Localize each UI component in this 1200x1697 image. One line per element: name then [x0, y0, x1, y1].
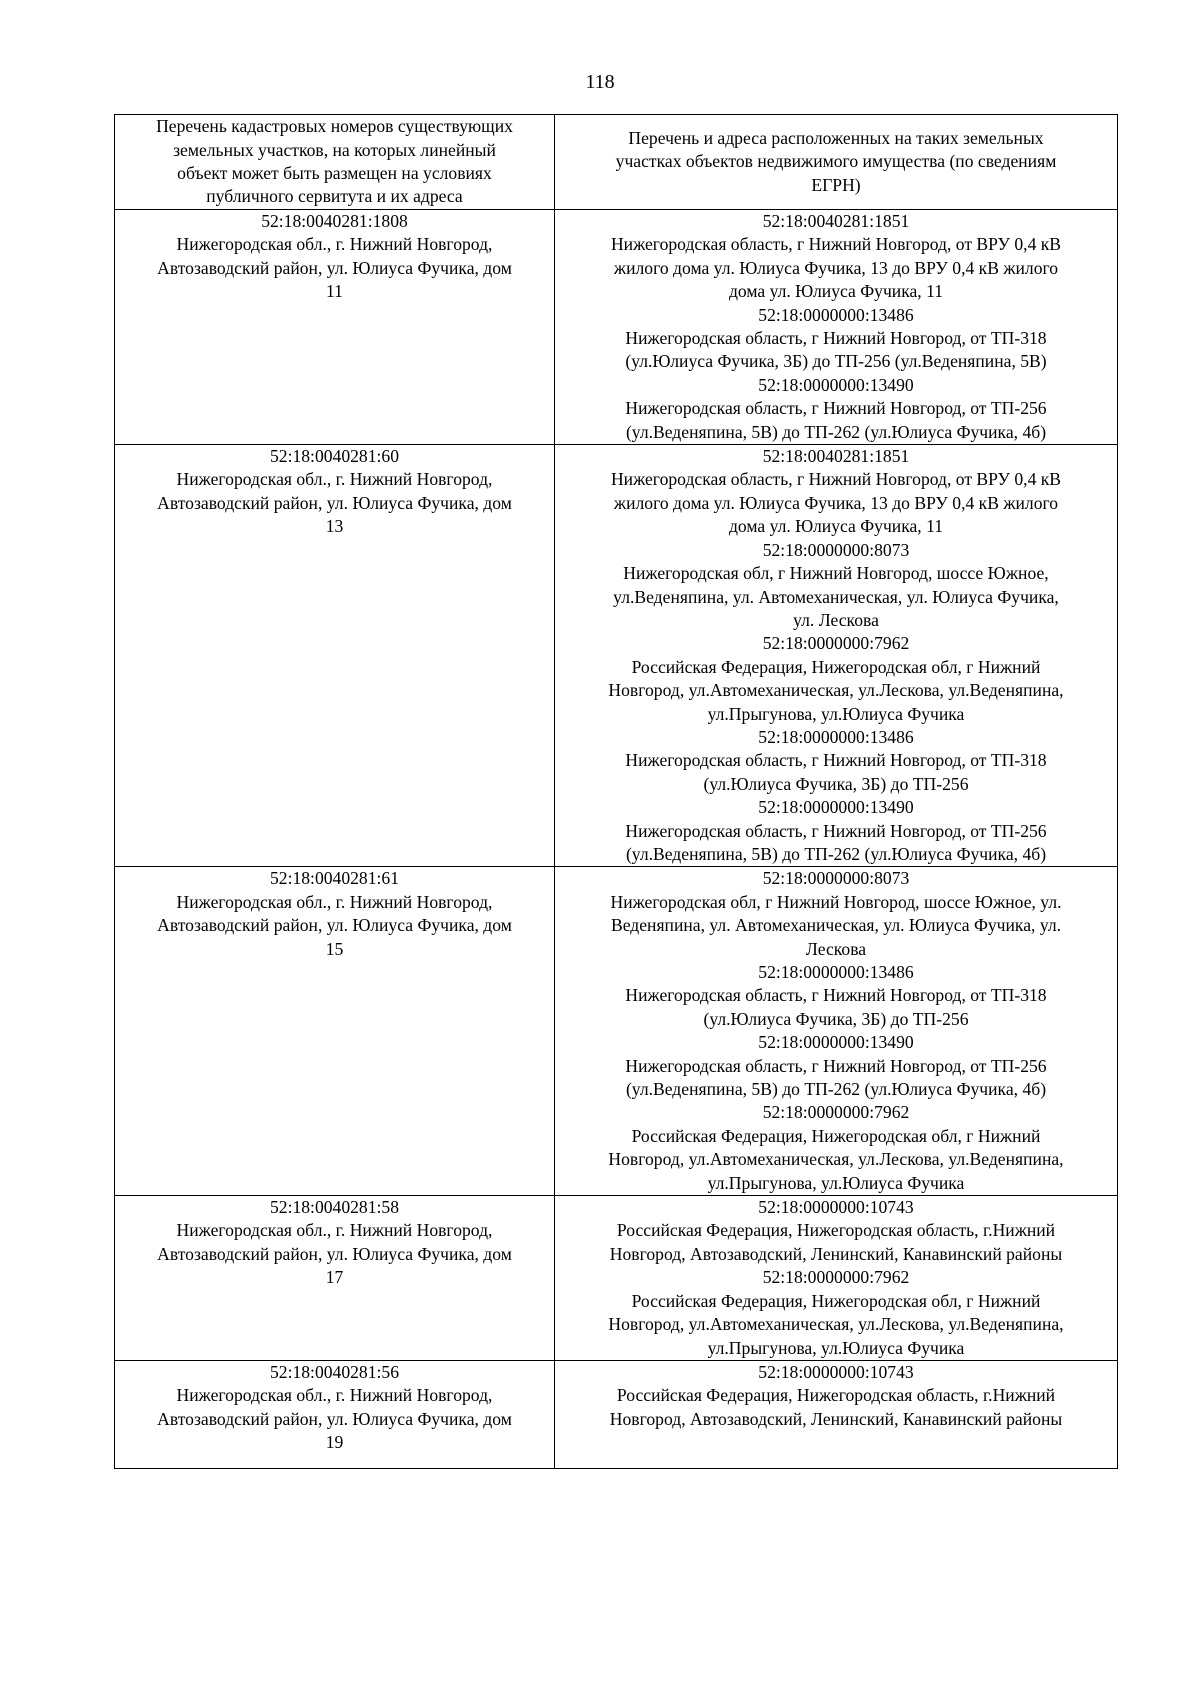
header-line: объект может быть размещен на условиях: [177, 163, 492, 183]
real-estate-object: [567, 726, 1105, 796]
object-address-line: (ул.Юлиуса Фучика, 3Б) до ТП-256: [703, 773, 969, 794]
object-cadastral-number: 52:18:0000000:7962: [762, 1267, 910, 1288]
object-address-line: Нижегородская область, г Нижний Новгород, от ТП-318: [625, 328, 1047, 349]
object-address-line: Новгород, ул.Автомеханическая, ул.Лескова, ул.Веденяпина,: [608, 1314, 1064, 1335]
parcel-cell: [115, 867, 555, 1196]
real-estate-object: [567, 304, 1105, 374]
object-address-line: Российская Федерация, Нижегородская обл, г Нижний: [631, 656, 1041, 677]
object-address-line: Новгород, Автозаводский, Ленинский, Канавинский районы: [609, 1243, 1063, 1264]
parcel-address-line: Автозаводский район, ул. Юлиуса Фучика, дом: [157, 1408, 512, 1429]
table-header-row: [115, 115, 1118, 210]
object-address-line: Нижегородская область, г Нижний Новгород, от ТП-256: [625, 1055, 1047, 1076]
object-address-line: дома ул. Юлиуса Фучика, 11: [728, 281, 944, 302]
header-line: публичного сервитута и их адреса: [206, 186, 463, 207]
objects-cell: [555, 867, 1118, 1196]
real-estate-object: [567, 632, 1105, 726]
objects-cell: [555, 210, 1118, 445]
header-line: земельных участков, на которых линейный: [173, 139, 496, 160]
objects-cell: [555, 1360, 1118, 1468]
object-address-line: ул.Прыгунова, ул.Юлиуса Фучика: [707, 703, 965, 724]
object-address-line: Нижегородская область, г Нижний Новгород, от ТП-256: [625, 820, 1047, 841]
object-address-line: Нижегородская область, г Нижний Новгород, от ТП-318: [625, 985, 1047, 1006]
easement-parcels-table: [114, 114, 1118, 1469]
object-address-line: жилого дома ул. Юлиуса Фучика, 13 до ВРУ 0,4 кВ жилого: [613, 257, 1059, 278]
table-row: [115, 1360, 1118, 1468]
object-address-line: ул.Веденяпина, ул. Автомеханическая, ул. Юлиуса Фучика,: [613, 586, 1059, 607]
object-address-line: Нижегородская область, г Нижний Новгород, от ВРУ 0,4 кВ: [610, 234, 1062, 255]
object-address-line: Новгород, Автозаводский, Ленинский, Канавинский районы: [609, 1408, 1063, 1429]
object-address-line: Нижегородская область, г Нижний Новгород, от ТП-318: [625, 750, 1047, 771]
parcel-address-line: Нижегородская обл., г. Нижний Новгород,: [176, 234, 493, 255]
object-address-line: Новгород, ул.Автомеханическая, ул.Лескова, ул.Веденяпина,: [608, 1149, 1064, 1170]
parcel-address-line: 13: [325, 516, 344, 537]
object-address-line: Нижегородская обл, г Нижний Новгород, шоссе Южное,: [623, 563, 1049, 584]
object-address-line: Лескова: [805, 938, 867, 959]
object-cadastral-number: 52:18:0040281:1851: [762, 211, 910, 231]
table-row: [115, 867, 1118, 1196]
object-cadastral-number: 52:18:0000000:13486: [758, 304, 914, 325]
real-estate-object: [567, 374, 1105, 444]
header-parcels: [115, 115, 555, 210]
object-address-line: ул.Прыгунова, ул.Юлиуса Фучика: [707, 1337, 965, 1358]
real-estate-object: [567, 1031, 1105, 1101]
object-address-line: Нижегородская обл, г Нижний Новгород, шоссе Южное, ул.: [610, 891, 1062, 912]
table-row: [115, 445, 1118, 867]
parcel-cadastral-number: 52:18:0040281:60: [269, 446, 400, 467]
object-cadastral-number: 52:18:0000000:13490: [758, 797, 914, 818]
object-address-line: ул.Прыгунова, ул.Юлиуса Фучика: [707, 1172, 965, 1193]
object-address-line: (ул.Веденяпина, 5В) до ТП-262 (ул.Юлиуса Фучика, 4б): [625, 1079, 1047, 1100]
parcel-address-line: Автозаводский район, ул. Юлиуса Фучика, дом: [157, 915, 512, 936]
parcel-cell: [115, 210, 555, 445]
real-estate-object: [567, 867, 1105, 961]
real-estate-object: [567, 961, 1105, 1031]
parcel-address-line: Нижегородская обл., г. Нижний Новгород,: [176, 1220, 493, 1241]
parcel-address-line: 17: [325, 1267, 344, 1288]
object-address-line: (ул.Веденяпина, 5В) до ТП-262 (ул.Юлиуса Фучика, 4б): [625, 843, 1047, 864]
object-cadastral-number: 52:18:0000000:8073: [762, 868, 910, 889]
parcel-address-line: Нижегородская обл., г. Нижний Новгород,: [176, 469, 493, 490]
object-address-line: Новгород, ул.Автомеханическая, ул.Лескова, ул.Веденяпина,: [608, 680, 1064, 701]
object-cadastral-number: 52:18:0000000:10743: [758, 1361, 914, 1382]
parcel-cadastral-number: 52:18:0040281:61: [269, 868, 400, 889]
object-cadastral-number: 52:18:0000000:13490: [758, 374, 914, 395]
real-estate-object: [567, 445, 1105, 539]
object-address-line: ул. Лескова: [793, 609, 879, 630]
object-cadastral-number: 52:18:0000000:7962: [762, 633, 910, 654]
header-objects: [555, 115, 1118, 210]
real-estate-object: [567, 1266, 1105, 1360]
parcel-address-line: 19: [325, 1432, 344, 1453]
header-line: Перечень и адреса расположенных на таких земельных: [628, 127, 1044, 148]
real-estate-object: [567, 796, 1105, 866]
parcel-cadastral-number: 52:18:0040281:56: [269, 1361, 400, 1382]
parcel-cadastral-number: 52:18:0040281:1808: [261, 211, 408, 231]
object-address-line: Нижегородская область, г Нижний Новгород, от ВРУ 0,4 кВ: [610, 469, 1062, 490]
object-address-line: Российская Федерация, Нижегородская область, г.Нижний: [616, 1385, 1056, 1406]
real-estate-object: [567, 539, 1105, 633]
real-estate-object: [567, 1361, 1105, 1431]
object-address-line: дома ул. Юлиуса Фучика, 11: [728, 516, 944, 537]
object-address-line: Веденяпина, ул. Автомеханическая, ул. Юлиуса Фучика, ул.: [610, 915, 1062, 936]
table-row: [115, 210, 1118, 445]
object-address-line: Российская Федерация, Нижегородская обл, г Нижний: [631, 1290, 1041, 1311]
object-address-line: жилого дома ул. Юлиуса Фучика, 13 до ВРУ 0,4 кВ жилого: [613, 492, 1059, 513]
parcel-address-line: Нижегородская обл., г. Нижний Новгород,: [176, 1385, 493, 1406]
page-number: 118: [585, 71, 615, 93]
parcel-cell: [115, 1360, 555, 1468]
parcel-address-line: 11: [326, 281, 343, 302]
parcel-cell: [115, 445, 555, 867]
parcel-cadastral-number: 52:18:0040281:58: [269, 1197, 400, 1218]
object-cadastral-number: 52:18:0000000:7962: [762, 1102, 910, 1123]
header-line: участках объектов недвижимого имущества (по сведениям: [615, 151, 1057, 172]
object-cadastral-number: 52:18:0000000:8073: [762, 539, 910, 560]
real-estate-object: [567, 210, 1105, 304]
header-line: Перечень кадастровых номеров существующих: [156, 116, 513, 137]
parcel-address-line: Автозаводский район, ул. Юлиуса Фучика, дом: [157, 492, 512, 513]
real-estate-object: [567, 1101, 1105, 1195]
real-estate-object: [567, 1196, 1105, 1266]
object-address-line: (ул.Веденяпина, 5В) до ТП-262 (ул.Юлиуса Фучика, 4б): [625, 421, 1047, 442]
objects-cell: [555, 445, 1118, 867]
object-cadastral-number: 52:18:0040281:1851: [762, 446, 910, 467]
object-address-line: Нижегородская область, г Нижний Новгород, от ТП-256: [625, 398, 1047, 419]
object-cadastral-number: 52:18:0000000:10743: [758, 1197, 914, 1218]
parcel-address-line: Автозаводский район, ул. Юлиуса Фучика, дом: [157, 257, 512, 278]
object-address-line: (ул.Юлиуса Фучика, 3Б) до ТП-256: [703, 1008, 969, 1029]
parcel-address-line: Нижегородская обл., г. Нижний Новгород,: [176, 891, 493, 912]
parcel-cell: [115, 1196, 555, 1361]
object-cadastral-number: 52:18:0000000:13490: [758, 1032, 914, 1053]
object-address-line: (ул.Юлиуса Фучика, 3Б) до ТП-256 (ул.Веденяпина, 5В): [625, 351, 1047, 372]
object-address-line: Российская Федерация, Нижегородская обл, г Нижний: [631, 1125, 1041, 1146]
object-cadastral-number: 52:18:0000000:13486: [758, 726, 914, 747]
parcel-address-line: 15: [325, 938, 344, 959]
object-address-line: Российская Федерация, Нижегородская область, г.Нижний: [616, 1220, 1056, 1241]
table-row: [115, 1196, 1118, 1361]
table-body: [115, 210, 1118, 1469]
parcel-address-line: Автозаводский район, ул. Юлиуса Фучика, дом: [157, 1243, 512, 1264]
object-cadastral-number: 52:18:0000000:13486: [758, 962, 914, 982]
header-line: ЕГРН): [811, 174, 861, 195]
objects-cell: [555, 1196, 1118, 1361]
